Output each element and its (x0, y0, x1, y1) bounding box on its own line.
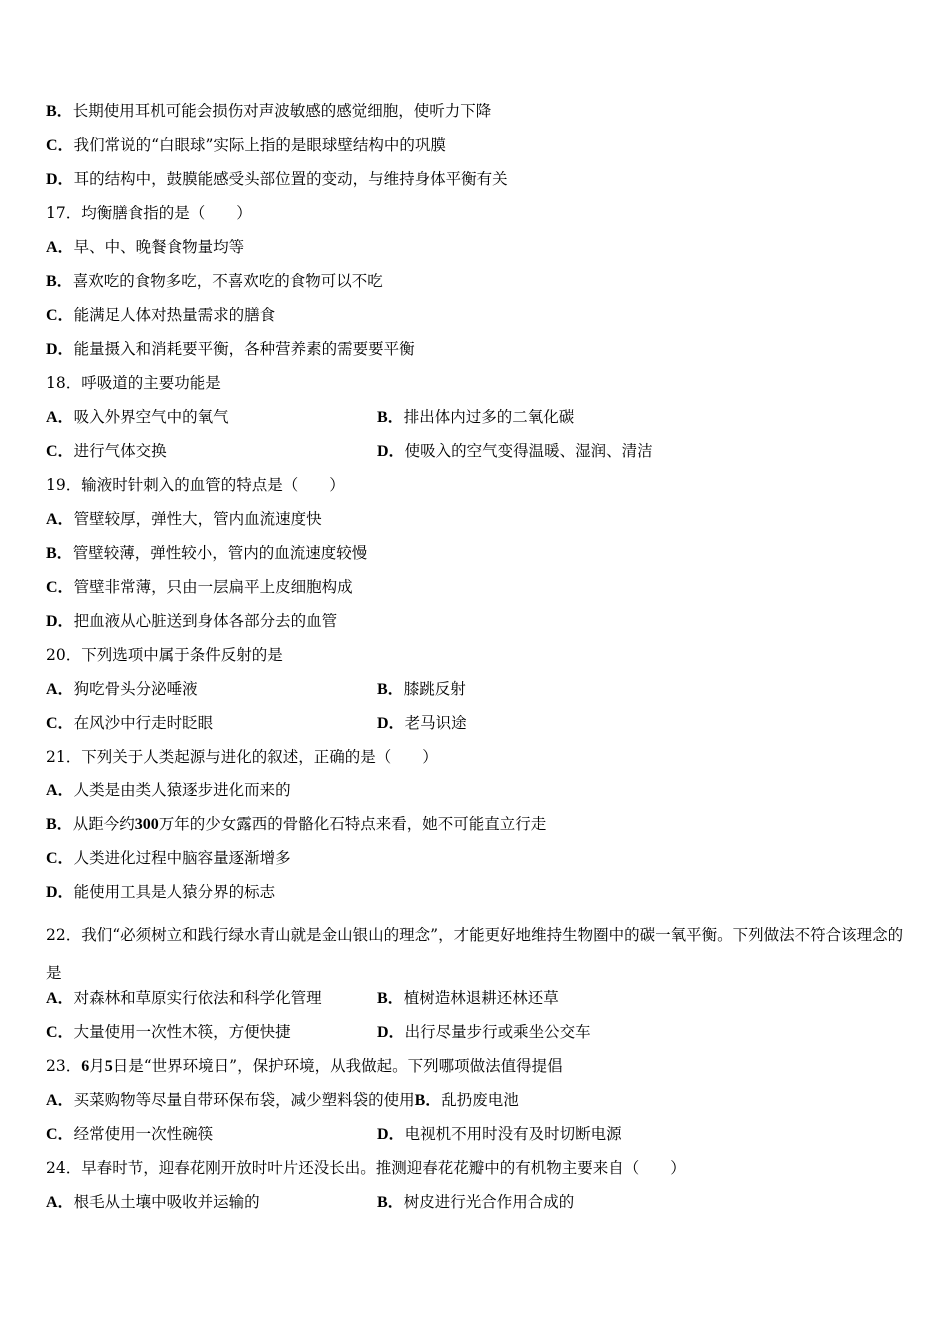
option-label: D． (46, 341, 74, 358)
option-label: A． (46, 1194, 74, 1211)
option-text: 能量摄入和消耗要平衡，各种营养素的需要要平衡 (73, 340, 415, 358)
question-number: 21． (46, 748, 82, 766)
question-text: 均衡膳食指的是（ ） (81, 204, 252, 222)
option-text: 吸入外界空气中的氧气 (73, 408, 229, 426)
option-text: 对森林和草原实行依法和科学化管理 (73, 989, 322, 1007)
option-text: 把血液从心脏送到身体各部分去的血管 (73, 612, 338, 630)
q16-option-b (46, 101, 491, 122)
option-text: 树皮进行光合作用合成的 (403, 1193, 575, 1211)
option-text-post: 万年的少女露西的骨骼化石特点来看，她不可能直立行走 (158, 815, 547, 833)
option-number: 300 (134, 816, 159, 833)
option-text: 根毛从土壤中吸收并运输的 (73, 1193, 260, 1211)
q18-option-a (46, 407, 229, 428)
question-text: 呼吸道的主要功能是 (81, 374, 221, 392)
q17-stem (46, 203, 252, 223)
option-label: A． (46, 1092, 74, 1109)
option-text: 乱扔废电池 (441, 1091, 519, 1109)
question-text-b: 日是“世界环境日”，保护环境，从我做起。下列哪项做法值得提倡 (112, 1057, 563, 1075)
question-text-a: 月 (89, 1057, 105, 1075)
q22-option-b (377, 988, 559, 1009)
option-text: 电视机不用时没有及时切断电源 (404, 1125, 622, 1143)
option-label: B． (46, 816, 73, 833)
option-text: 出行尽量步行或乘坐公交车 (404, 1023, 591, 1041)
q18-option-d (377, 441, 653, 462)
option-label: A． (46, 782, 74, 799)
question-text: 早春时节，迎春花刚开放时叶片还没长出。推测迎春花花瓣中的有机物主要来自（ ） (81, 1159, 686, 1177)
option-label: C． (46, 579, 74, 596)
question-number: 23． (46, 1057, 82, 1075)
question-text: 下列选项中属于条件反射的是 (81, 646, 283, 664)
option-label: B． (377, 990, 404, 1007)
q18-option-c (46, 441, 167, 462)
q22-option-c (46, 1022, 291, 1043)
option-label: A． (46, 409, 74, 426)
option-label: C． (46, 1024, 74, 1041)
q19-stem (46, 475, 345, 495)
option-text: 人类进化过程中脑容量逐渐增多 (73, 849, 291, 867)
option-label: C． (46, 307, 74, 324)
q21-option-a (46, 780, 291, 801)
option-text: 管壁非常薄，只由一层扁平上皮细胞构成 (73, 578, 353, 596)
q16-option-d (46, 169, 508, 190)
q22-option-d (377, 1022, 591, 1043)
question-number: 22． (46, 926, 82, 944)
q21-stem (46, 747, 438, 767)
q17-option-c (46, 305, 275, 326)
option-label: D． (46, 171, 74, 188)
q23-option-d (377, 1124, 622, 1145)
q21-option-c (46, 848, 291, 869)
question-text: 下列关于人类起源与进化的叙述，正确的是（ ） (81, 748, 438, 766)
option-text: 排出体内过多的二氧化碳 (403, 408, 575, 426)
option-text: 老马识途 (404, 714, 467, 732)
q20-option-b (377, 679, 466, 700)
q23-option-c (46, 1124, 213, 1145)
question-number: 17． (46, 204, 82, 222)
q24-option-b (377, 1192, 574, 1213)
option-text: 经常使用一次性碗筷 (73, 1125, 214, 1143)
q16-option-c (46, 135, 446, 156)
option-text: 在风沙中行走时眨眼 (73, 714, 214, 732)
q22-option-a (46, 988, 322, 1009)
option-label: D． (46, 613, 74, 630)
option-text: 管壁较薄，弹性较小，管内的血流速度较慢 (72, 544, 368, 562)
option-text: 我们常说的“白眼球”实际上指的是眼球壁结构中的巩膜 (73, 136, 446, 154)
option-label: D． (377, 715, 405, 732)
q22-stem (46, 916, 906, 992)
q18-option-b (377, 407, 574, 428)
question-text: 我们“必须树立和践行绿水青山就是金山银山的理念”，才能更好地维持生物圈中的碳一氧平衡。下列做法不符合该理念的是 (46, 926, 904, 982)
option-label: A． (46, 239, 74, 256)
option-label: B． (46, 273, 73, 290)
option-text: 人类是由类人猿逐步进化而来的 (73, 781, 291, 799)
option-label: B． (46, 103, 73, 120)
q19-option-b (46, 543, 367, 564)
option-label: D． (46, 884, 74, 901)
option-label: B． (414, 1092, 442, 1109)
option-text: 买菜购物等尽量自带环保布袋，减少塑料袋的使用 (73, 1091, 415, 1109)
option-text: 喜欢吃的食物多吃，不喜欢吃的食物可以不吃 (72, 272, 383, 290)
option-text: 长期使用耳机可能会损伤对声波敏感的感觉细胞，使听力下降 (72, 102, 492, 120)
option-text: 狗吃骨头分泌唾液 (73, 680, 198, 698)
option-label: C． (46, 850, 74, 867)
option-label: C． (46, 443, 74, 460)
option-label: B． (46, 545, 73, 562)
option-text: 管壁较厚，弹性大，管内血流速度快 (73, 510, 322, 528)
question-number: 24． (46, 1159, 82, 1177)
option-text-pre: 从距今约 (72, 815, 135, 833)
q19-option-a (46, 509, 322, 530)
option-label: D． (377, 1024, 405, 1041)
option-text: 能满足人体对热量需求的膳食 (73, 306, 276, 324)
option-label: A． (46, 511, 74, 528)
option-text: 早、中、晚餐食物量均等 (73, 238, 245, 256)
q21-option-d (46, 882, 275, 903)
option-label: C． (46, 715, 74, 732)
question-text: 输液时针刺入的血管的特点是（ ） (81, 476, 345, 494)
q21-option-b (46, 814, 546, 835)
option-text: 能使用工具是人猿分界的标志 (73, 883, 276, 901)
q20-option-c (46, 713, 213, 734)
option-text: 大量使用一次性木筷，方便快捷 (73, 1023, 291, 1041)
q18-stem (46, 373, 221, 393)
question-number: 20． (46, 646, 82, 664)
option-label: A． (46, 681, 74, 698)
option-text: 耳的结构中，鼓膜能感受头部位置的变动，与维持身体平衡有关 (73, 170, 508, 188)
option-label: D． (377, 1126, 405, 1143)
option-label: B． (377, 409, 404, 426)
q17-option-a (46, 237, 244, 258)
q24-option-a (46, 1192, 260, 1213)
q17-option-d (46, 339, 415, 360)
date-day: 5 (104, 1058, 113, 1075)
date-month: 6 (81, 1058, 90, 1075)
q19-option-d (46, 611, 337, 632)
q23-options-ab (46, 1090, 519, 1111)
option-label: A． (46, 990, 74, 1007)
question-number: 18． (46, 374, 82, 392)
q17-option-b (46, 271, 383, 292)
q20-option-d (377, 713, 467, 734)
option-label: C． (46, 137, 74, 154)
q20-option-a (46, 679, 198, 700)
option-label: B． (377, 1194, 404, 1211)
q19-option-c (46, 577, 353, 598)
option-label: B． (377, 681, 404, 698)
option-label: C． (46, 1126, 74, 1143)
option-text: 膝跳反射 (403, 680, 466, 698)
option-text: 进行气体交换 (73, 442, 167, 460)
option-text: 使吸入的空气变得温暖、湿润、清洁 (404, 442, 653, 460)
q20-stem (46, 645, 283, 665)
q23-stem (46, 1056, 563, 1077)
option-text: 植树造林退耕还林还草 (403, 989, 559, 1007)
question-number: 19． (46, 476, 82, 494)
q24-stem (46, 1158, 686, 1178)
option-label: D． (377, 443, 405, 460)
